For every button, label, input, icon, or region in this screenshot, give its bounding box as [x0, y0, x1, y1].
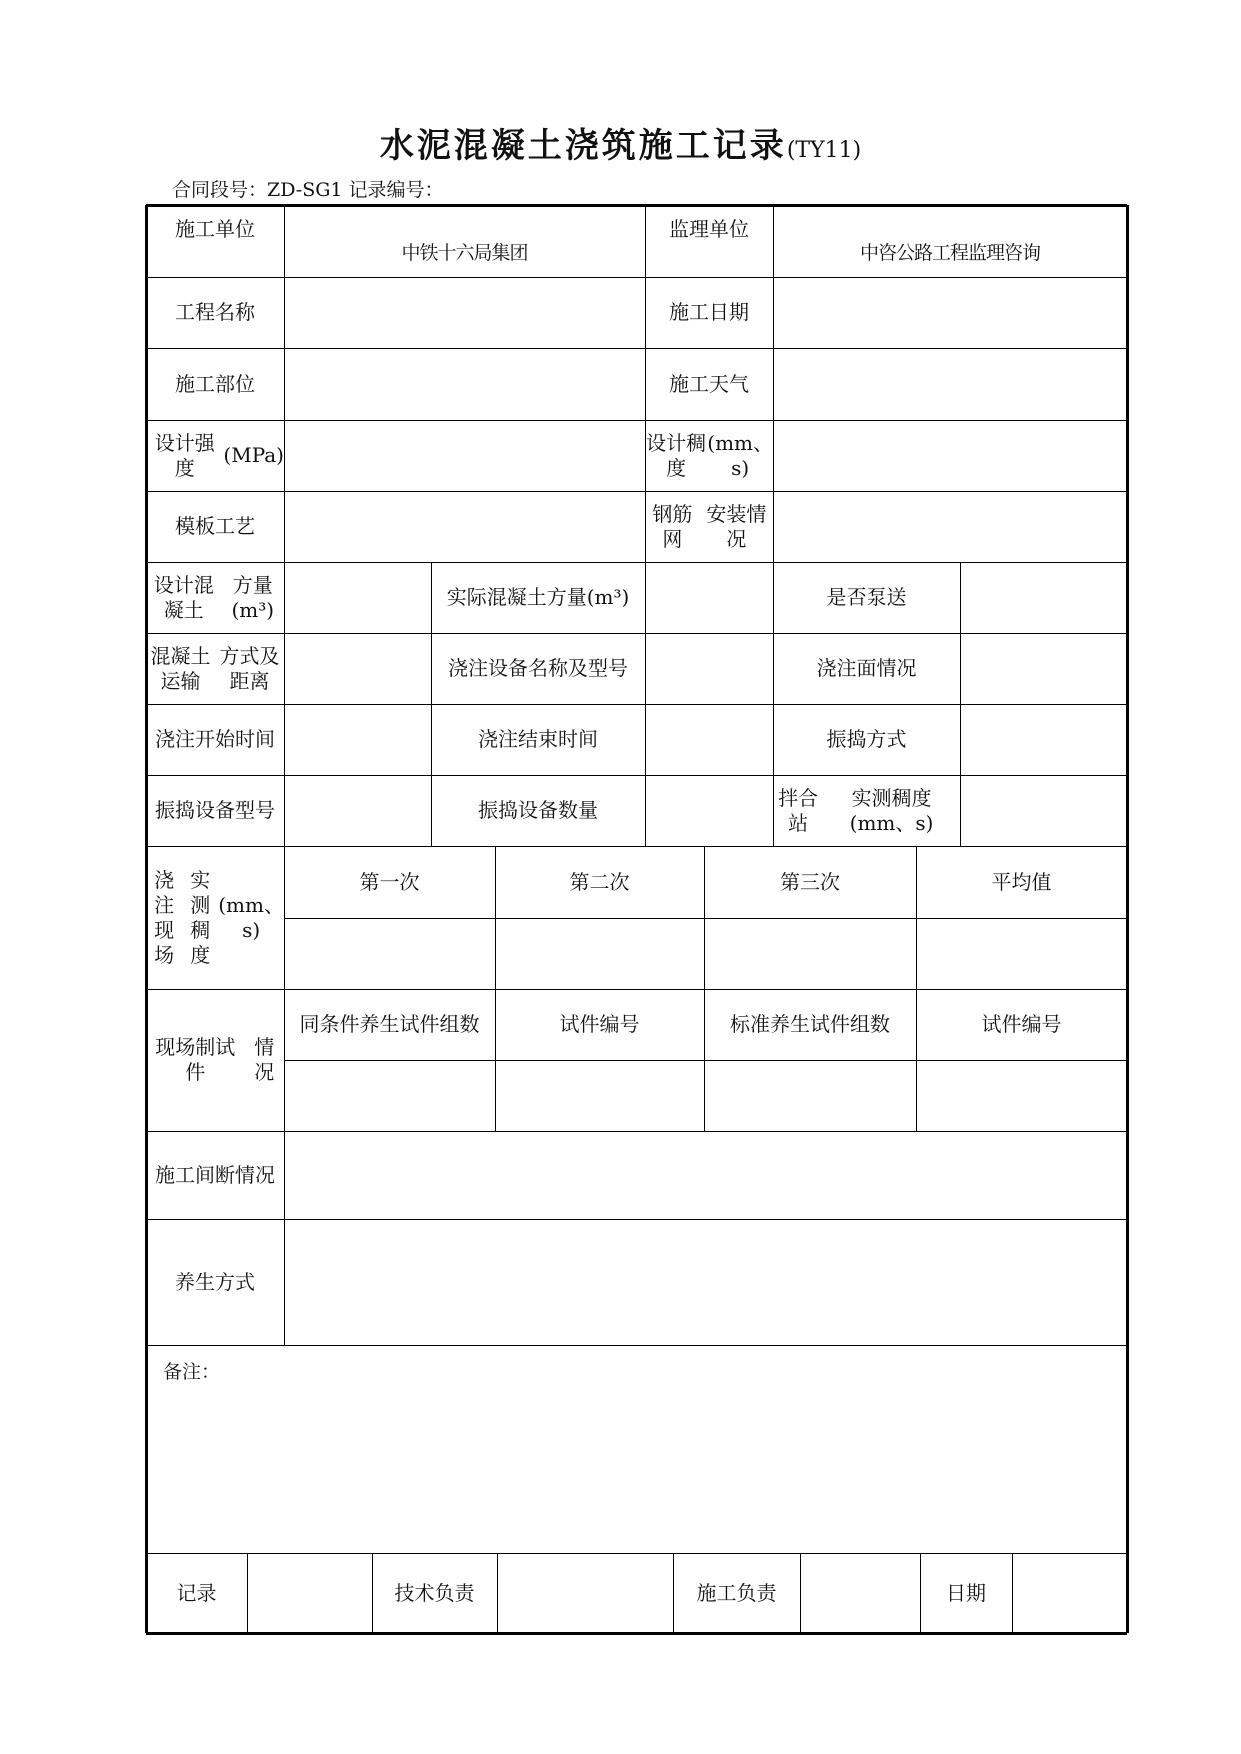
vibration-count-label-text: 振捣设备	[478, 798, 558, 822]
rebar-label-text: 钢筋网	[652, 501, 693, 551]
construction-date-label	[645, 277, 773, 348]
design-consistency-label-text: (mm、s)	[707, 430, 773, 480]
project-name-label-text: 工程名称	[175, 300, 255, 324]
transport-label-text: 混凝土运输	[150, 643, 211, 693]
specimens-column-text: 试件组数	[399, 1012, 480, 1036]
pour-end-label-text: 结束时间	[518, 727, 598, 751]
construction-date-field[interactable]	[773, 277, 1127, 348]
actual-volume-field[interactable]	[645, 562, 773, 633]
interruption-label-text: 情况	[235, 1162, 275, 1187]
pumped-label	[773, 562, 960, 633]
site-consistency-label	[146, 846, 284, 989]
design-strength-field[interactable]	[284, 420, 645, 491]
specimens-column	[916, 989, 1127, 1060]
mixing-station-field[interactable]	[960, 775, 1127, 846]
pumped-label-text: 是否泵送	[826, 585, 907, 609]
mixing-station-label-text: 拌合站	[778, 785, 819, 835]
specimens-field[interactable]	[916, 1060, 1127, 1131]
site-consistency-column	[916, 846, 1127, 918]
signature-label	[673, 1553, 800, 1633]
signature-label	[372, 1553, 497, 1633]
transport-label-text: 方式及距离	[219, 643, 280, 693]
design-strength-label	[146, 420, 284, 491]
design-volume-label-text: 方量(m³)	[231, 572, 275, 622]
pour-end-field[interactable]	[645, 704, 773, 775]
curing-field[interactable]	[284, 1219, 1127, 1345]
pour-start-field[interactable]	[284, 704, 431, 775]
supervisor-value	[773, 231, 1127, 277]
mixing-station-label-text: 实测稠度(mm、s)	[849, 785, 934, 835]
supervisor-value-text: 中咨公路工程监理咨询	[859, 242, 1040, 265]
contractor-value	[284, 231, 645, 277]
weather-field[interactable]	[773, 348, 1127, 420]
curing-label	[146, 1219, 284, 1345]
design-consistency-label	[645, 420, 773, 491]
specimens-column	[495, 989, 704, 1060]
construction-part-label-text: 施工部位	[175, 371, 255, 396]
signature-label-text: 施工负责	[696, 1580, 777, 1605]
actual-volume-label-text: 实际混凝土方量(m³)	[446, 585, 630, 609]
supervisor-label-text: 监理单位	[669, 216, 749, 241]
site-consistency-column	[284, 846, 495, 918]
site-consistency-column-text: 第三次	[780, 869, 840, 894]
specimens-column-text: 试件编号	[559, 1012, 640, 1036]
specimens-column	[704, 989, 916, 1060]
pour-end-label	[431, 704, 645, 775]
signature-label-text: 日期	[946, 1580, 986, 1605]
specimens-label	[146, 989, 284, 1131]
specimens-label-text: 情况	[254, 1035, 275, 1084]
notes-field[interactable]	[146, 1345, 1127, 1553]
pour-surface-field[interactable]	[960, 633, 1127, 704]
site-consistency-label-text: 浇注现场	[154, 867, 175, 967]
vibration-count-field[interactable]	[645, 775, 773, 846]
vibration-equipment-label-text: 振捣设备	[155, 798, 235, 822]
interruption-label	[146, 1131, 284, 1219]
actual-volume-label	[431, 562, 645, 633]
signature-field[interactable]	[247, 1553, 372, 1633]
interruption-field[interactable]	[284, 1131, 1127, 1219]
signature-label-text: 记录	[176, 1580, 217, 1605]
project-name-field[interactable]	[284, 277, 645, 348]
rebar-label	[645, 491, 773, 562]
mixing-station-label	[773, 775, 960, 846]
site-consistency-field[interactable]	[916, 918, 1127, 989]
specimens-column-text: 标准养生	[730, 1012, 810, 1036]
vibration-method-label-text: 振捣方式	[826, 727, 907, 751]
title-text: 水泥混凝土浇筑施工记录	[379, 126, 787, 166]
design-strength-label-text: (MPa)	[223, 443, 284, 467]
pour-start-label-text: 开始时间	[195, 727, 275, 751]
site-consistency-column-text: 第一次	[359, 869, 420, 894]
site-consistency-column-text: 平均值	[991, 869, 1052, 894]
specimens-column-text: 试件组数	[810, 1012, 890, 1036]
site-consistency-column-text: 第二次	[569, 869, 630, 894]
pour-equipment-field[interactable]	[645, 633, 773, 704]
construction-part-label	[146, 348, 284, 420]
site-consistency-column	[704, 846, 916, 918]
rebar-label-text: 安装情况	[706, 501, 767, 551]
pour-end-label-text: 浇注	[478, 727, 518, 751]
signature-label-text: 技术负责	[394, 1580, 475, 1605]
specimens-column	[284, 989, 495, 1060]
formwork-label	[146, 491, 284, 562]
vibration-equipment-label	[146, 775, 284, 846]
site-consistency-field[interactable]	[284, 918, 495, 989]
pour-start-label	[146, 704, 284, 775]
specimens-field[interactable]	[495, 1060, 704, 1131]
specimens-field[interactable]	[704, 1060, 916, 1131]
vibration-count-label	[431, 775, 645, 846]
contractor-value-text: 中铁十六局集团	[401, 242, 528, 265]
supervisor-label	[645, 207, 773, 251]
specimens-field[interactable]	[284, 1060, 495, 1131]
signature-field[interactable]	[1012, 1553, 1127, 1633]
specimens-label-text: 现场制试件	[155, 1035, 236, 1084]
contractor-label	[146, 207, 284, 251]
site-consistency-column	[495, 846, 704, 918]
vibration-equipment-field[interactable]	[284, 775, 431, 846]
vibration-method-label	[773, 704, 960, 775]
design-consistency-label-text: 设计稠度	[646, 430, 707, 480]
vibration-equipment-label-text: 型号	[235, 798, 275, 822]
design-consistency-field[interactable]	[773, 420, 1127, 491]
form-code: (TY11)	[786, 138, 862, 163]
transport-field[interactable]	[284, 633, 431, 704]
pour-equipment-label	[431, 633, 645, 704]
construction-date-label-text: 施工日期	[669, 300, 749, 324]
project-name-label	[146, 277, 284, 348]
interruption-label-text: 施工间断	[155, 1162, 235, 1187]
vibration-count-label-text: 数量	[558, 798, 598, 822]
document-title	[0, 118, 1241, 167]
vibration-method-field[interactable]	[960, 704, 1127, 775]
signature-field[interactable]	[497, 1553, 673, 1633]
transport-label	[146, 633, 284, 704]
pour-equipment-label-text: 名称及型号	[528, 656, 628, 680]
specimens-column-text: 同条件养生	[299, 1012, 400, 1036]
design-strength-label-text: 设计强度	[154, 430, 215, 480]
weather-label	[645, 348, 773, 420]
grid-line	[146, 204, 1127, 207]
contract-line: 合同段号：ZD-SG1 记录编号：	[172, 179, 444, 201]
curing-label-text: 养生方式	[175, 1269, 255, 1294]
pour-equipment-label-text: 浇注设备	[448, 656, 528, 680]
rebar-field[interactable]	[773, 491, 1127, 562]
signature-label	[146, 1553, 247, 1633]
design-volume-label	[146, 562, 284, 633]
pour-start-label-text: 浇注	[155, 727, 195, 751]
contractor-label-text: 施工单位	[175, 216, 255, 241]
site-consistency-label-text: 实测稠度	[190, 867, 211, 967]
pour-surface-label	[773, 633, 960, 704]
design-volume-label-text: 设计混凝土	[153, 572, 214, 622]
signature-field[interactable]	[800, 1553, 920, 1633]
design-volume-field[interactable]	[284, 562, 431, 633]
formwork-field[interactable]	[284, 491, 645, 562]
pumped-field[interactable]	[960, 562, 1127, 633]
construction-part-field[interactable]	[284, 348, 645, 420]
signature-label	[920, 1553, 1012, 1633]
site-consistency-field[interactable]	[704, 918, 916, 989]
site-consistency-label-text: (mm、s)	[218, 892, 284, 942]
weather-label-text: 施工天气	[669, 371, 749, 396]
specimens-column-text: 试件编号	[981, 1012, 1062, 1036]
notes-label: 备注：	[163, 1361, 221, 1383]
formwork-label-text: 模板工艺	[175, 514, 255, 538]
site-consistency-field[interactable]	[495, 918, 704, 989]
pour-surface-label-text: 浇注面情况	[816, 656, 917, 680]
